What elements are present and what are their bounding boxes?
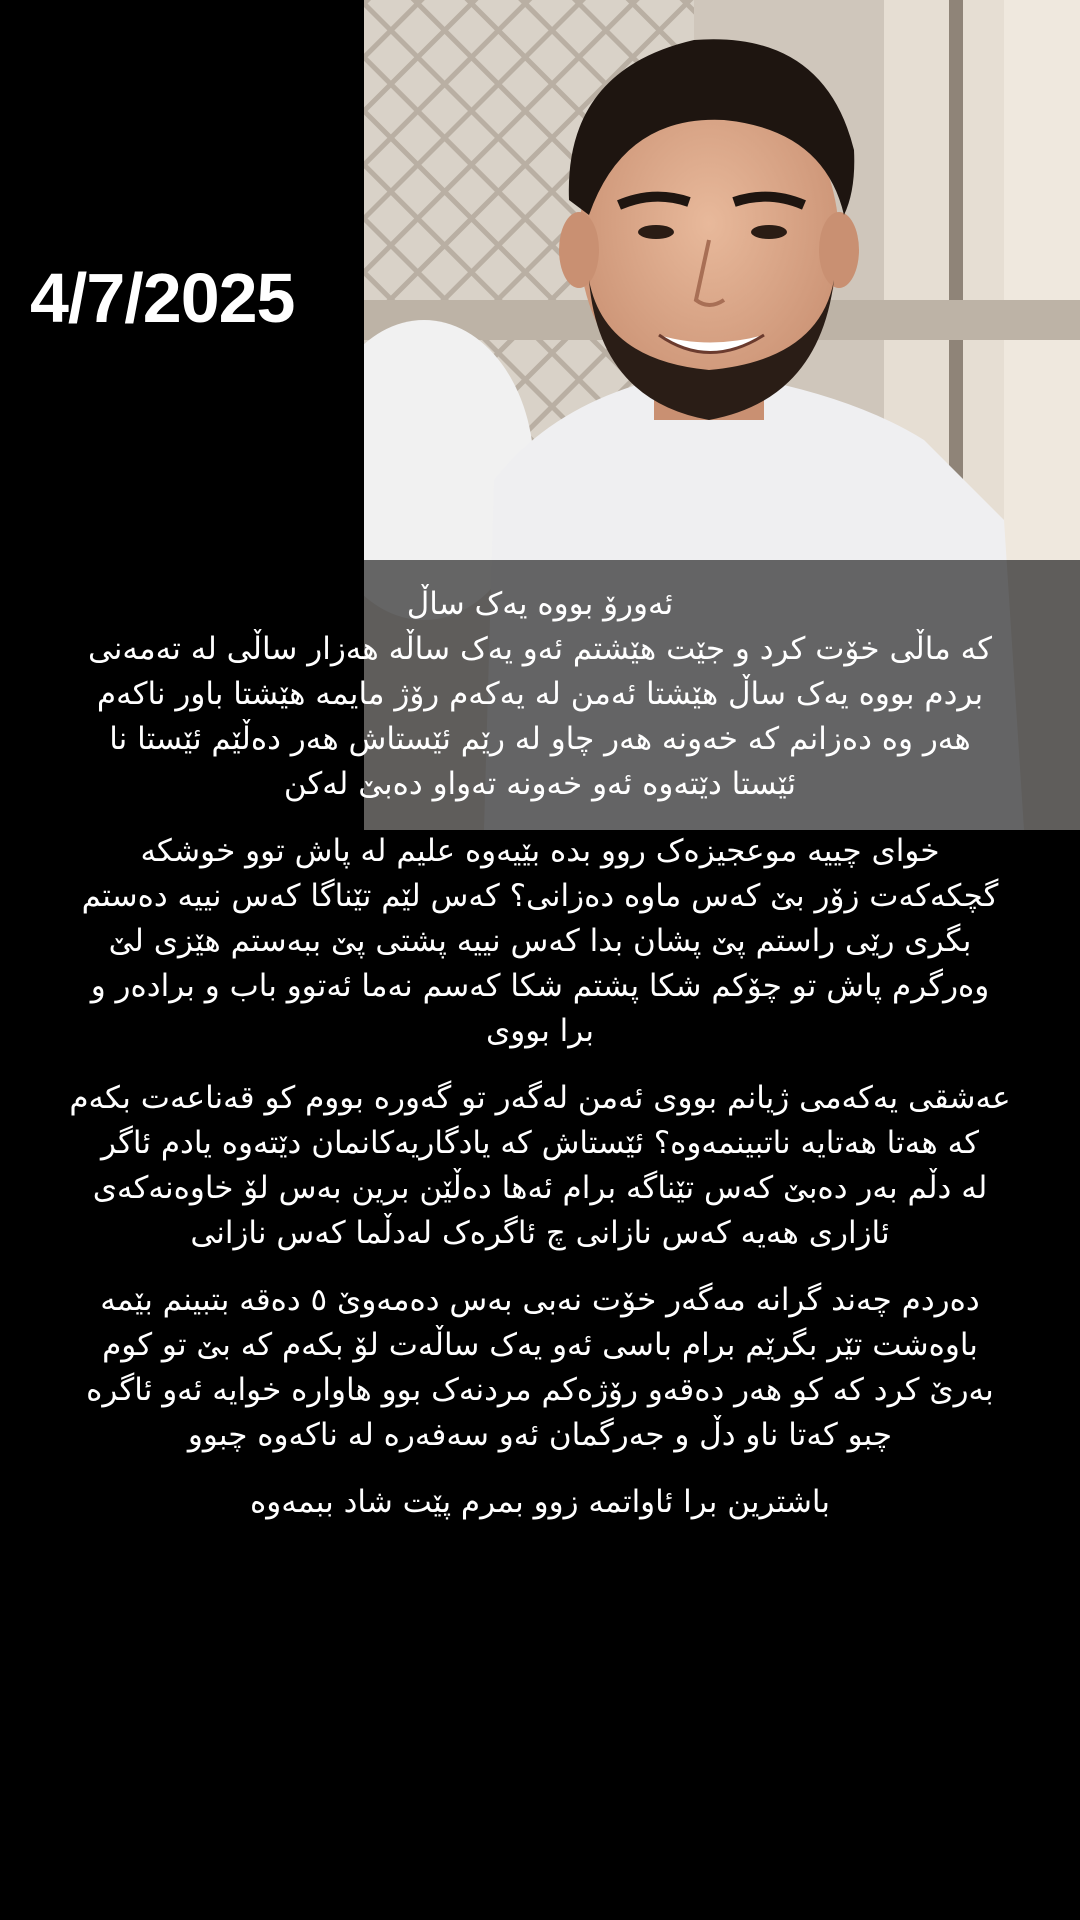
stanza <box>40 829 1040 1054</box>
stanza <box>40 1278 1040 1458</box>
poem-line: ئازاری هەیە کەس نازانی چ ئاگرەک لەدڵما کەس نازانی <box>190 1215 890 1251</box>
poem-line: دەردم چەند گرانە مەگەر خۆت نەبی بەس دەمەوێ ٥ دەقە بتبینم بێمە <box>100 1282 980 1318</box>
poem-line: هەر وە دەزانم کە خەونە هەر چاو لە رێم ئێستاش هەر دەڵێم ئێستا نا <box>109 721 971 757</box>
poem-line: بەرێ کرد کە کو هەر دەقەو رۆژەکم مردنەک بوو هاوارە خوایە ئەو ئاگرە <box>86 1372 994 1408</box>
poem-line: چبو کەتا ناو دڵ و جەرگمان ئەو سەفەرە لە ناکەوە چبوو <box>187 1417 893 1453</box>
poem-text <box>40 582 1040 1547</box>
poem-line: باشترین برا ئاواتمە زوو بمرم پێت شاد ببمەوە <box>249 1484 831 1520</box>
poem-line: ئێستا دێتەوە ئەو خەونە تەواو دەبێ لەکن <box>283 766 797 802</box>
poem-line: بردم بووە یەک ساڵ هێشتا ئەمن لە یەکەم رۆژ مایمە هێشتا باور ناکەم <box>96 676 984 712</box>
stanza <box>40 1480 1040 1525</box>
poem-line: کە هەتا هەتایە ناتبینمەوە؟ ئێستاش کە یادگاریەکانمان دێتەوە یادم ئاگر <box>101 1125 979 1161</box>
poem-line: لە دڵم بەر دەبێ کەس تێناگە برام ئەها دەڵێن برین بەس لۆ خاوەنەکەی <box>92 1170 988 1206</box>
date-label: 4/7/2025 <box>30 259 295 337</box>
stanza <box>40 1076 1040 1256</box>
poem-line: بگری رێی راستم پێ پشان بدا کەس نییە پشتی پێ ببەستم هێزی لێ <box>108 923 972 959</box>
poem-line: ئەورۆ بووە یەک ساڵ <box>406 586 674 622</box>
poem-line: کە ماڵی خۆت کرد و جێت هێشتم ئەو یەک ساڵە هەزار ساڵی لە تەمەنی <box>87 631 993 667</box>
poem-line: عەشقی یەکەمی ژیانم بووی ئەمن لەگەر تو گەورە بووم کو قەناعەت بکەم <box>69 1080 1011 1116</box>
poem-line: وەرگرم پاش تو چۆکم شکا پشتم شکا کەسم نەما ئەتوو باب و برادەر و <box>90 968 990 1004</box>
poem-line: گچکەکەت زۆر بێ کەس ماوە دەزانی؟ کەس لێم تێناگا کەس نییە دەستم <box>81 878 999 914</box>
poem-line: برا بووی <box>485 1013 595 1049</box>
poem-line: خوای چییە موعجیزەک روو بدە بێیەوە علیم لە پاش توو خوشکە <box>140 833 940 869</box>
poem-line: باوەشت تێر بگرێم برام باسی ئەو یەک ساڵەت لۆ بکەم کە بێ تو کوم <box>102 1327 978 1363</box>
stanza <box>40 582 1040 807</box>
